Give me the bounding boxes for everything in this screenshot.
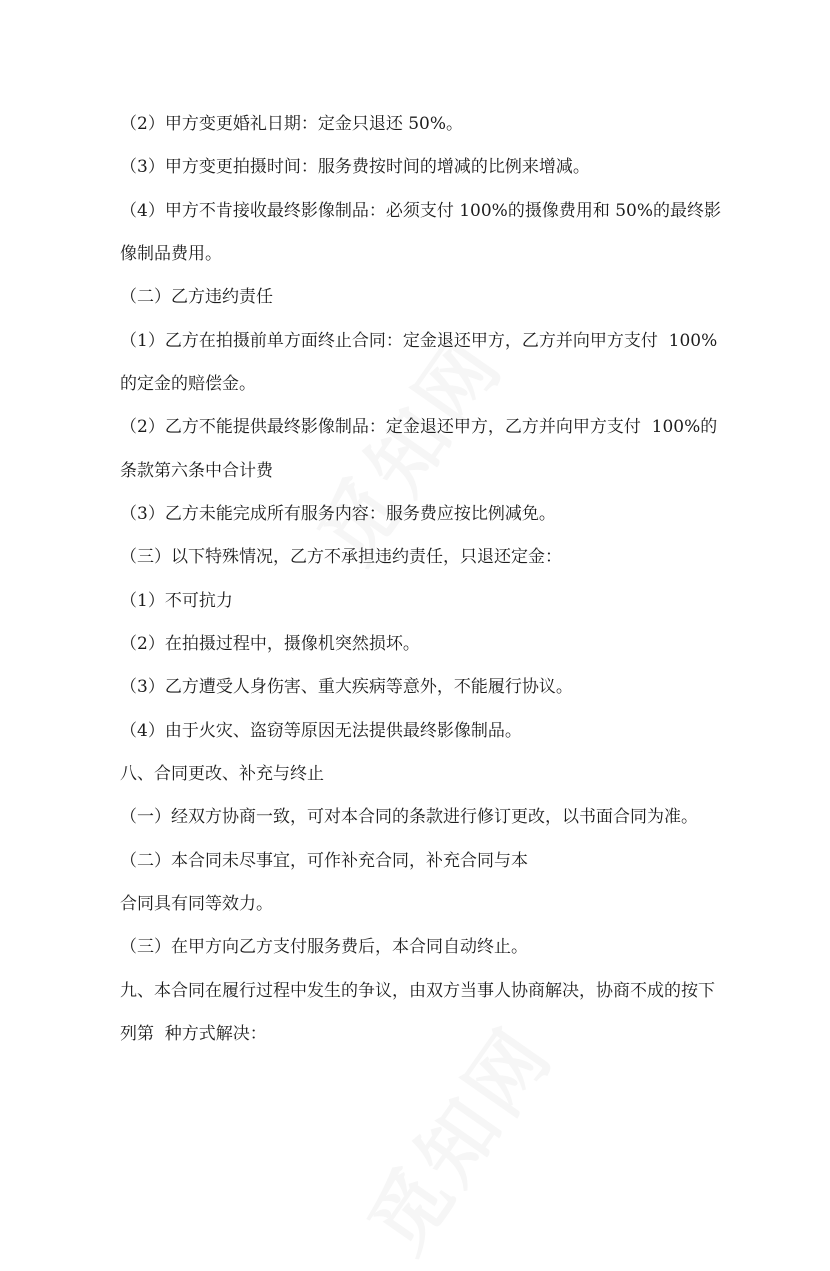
clause-line: （3）乙方未能完成所有服务内容：服务费应按比例减免。 — [120, 503, 556, 524]
clause-line: （二）本合同未尽事宜，可作补充合同，补充合同与本 — [120, 850, 528, 871]
clause-line-continuation: 列第 种方式解决： — [120, 1023, 267, 1044]
clause-line: （2）甲方变更婚礼日期：定金只退还 50%。 — [120, 114, 464, 134]
clause-line-continuation: 合同具有同等效力。 — [120, 893, 273, 914]
section-heading: （三）以下特殊情况，乙方不承担违约责任，只退还定金： — [120, 547, 562, 568]
article-heading: 八、合同更改、补充与终止 — [120, 763, 324, 784]
clause-line: （2）在拍摄过程中，摄像机突然损坏。 — [120, 633, 420, 654]
clause-line-continuation: 条款第六条中合计费 — [120, 460, 273, 481]
section-heading: （二）乙方违约责任 — [120, 287, 273, 308]
clause-line: （2）乙方不能提供最终影像制品：定金退还甲方，乙方并向甲方支付 100%的 — [120, 417, 718, 438]
clause-line: （4）甲方不肯接收最终影像制品：必须支付 100%的摄像费用和 50%的最终影 — [120, 200, 722, 221]
clause-line: （1）乙方在拍摄前单方面终止合同：定金退还甲方，乙方并向甲方支付 100% — [120, 330, 718, 351]
document-body — [120, 103, 720, 1056]
clause-line: （三）在甲方向乙方支付服务费后，本合同自动终止。 — [120, 937, 528, 958]
article-heading: 九、本合同在履行过程中发生的争议，由双方当事人协商解决，协商不成的按下 — [120, 980, 715, 1001]
clause-line: （3）甲方变更拍摄时间：服务费按时间的增减的比例来增减。 — [120, 157, 590, 178]
clause-line-continuation: 像制品费用。 — [120, 243, 222, 264]
clause-line: （4）由于火灾、盗窃等原因无法提供最终影像制品。 — [120, 720, 522, 741]
clause-line: （1）不可抗力 — [120, 590, 233, 611]
clause-line-continuation: 的定金的赔偿金。 — [120, 373, 256, 394]
clause-line: （3）乙方遭受人身伤害、重大疾病等意外，不能履行协议。 — [120, 677, 573, 698]
clause-line: （一）经双方协商一致，可对本合同的条款进行修订更改，以书面合同为准。 — [120, 807, 698, 828]
